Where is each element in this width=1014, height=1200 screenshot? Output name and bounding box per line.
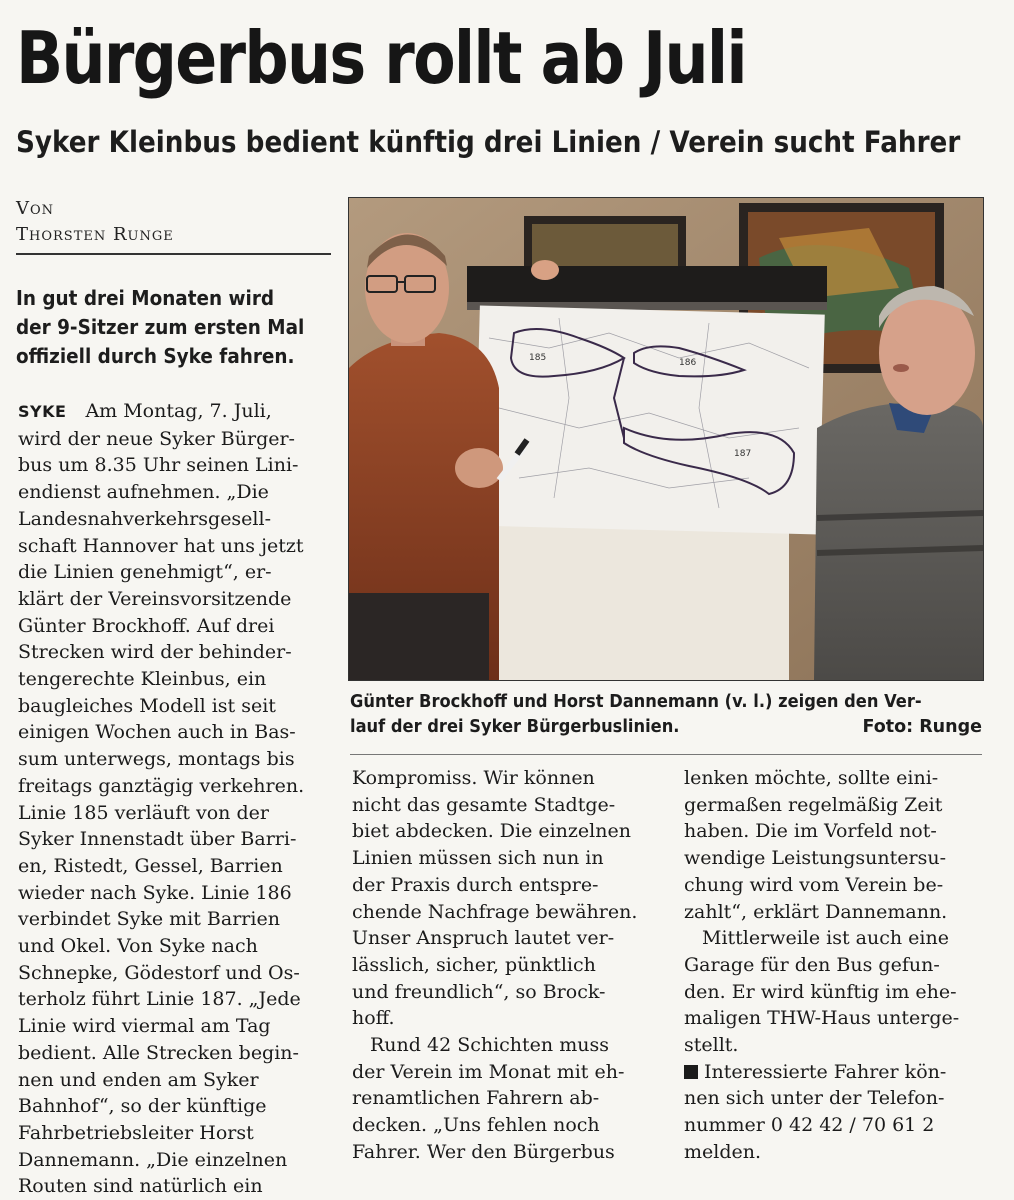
article-text: sum unterwegs, montags bis bbox=[18, 748, 295, 771]
article-text: bus um 8.35 Uhr seinen Lini- bbox=[18, 454, 299, 477]
article-text: germaßen regelmäßig Zeit bbox=[684, 793, 943, 816]
article-text-line bbox=[18, 586, 323, 613]
article-text-line bbox=[18, 639, 323, 666]
article-text: stellt. bbox=[684, 1034, 739, 1057]
article-text-line bbox=[18, 880, 323, 907]
article-text: die Linien genehmigt“, er- bbox=[18, 561, 272, 584]
article-text: Linie 185 verläuft von der bbox=[18, 801, 269, 824]
article-text-line bbox=[684, 792, 984, 819]
article-text: renamtlichen Fahrern ab- bbox=[352, 1087, 600, 1110]
route-label-185: 185 bbox=[529, 353, 547, 363]
article-text: wird der neue Syker Bürger- bbox=[18, 427, 295, 450]
article-text: nummer 0 42 42 / 70 61 2 bbox=[684, 1114, 935, 1137]
article-text: terholz führt Linie 187. „Jede bbox=[18, 988, 301, 1011]
article-text-line bbox=[684, 1005, 984, 1032]
article-text-line bbox=[18, 853, 323, 880]
article-text: baugleiches Modell ist seit bbox=[18, 694, 276, 717]
article-text: nicht das gesamte Stadtge- bbox=[352, 793, 616, 816]
article-text: freitags ganztägig verkehren. bbox=[18, 774, 305, 797]
article-text-line bbox=[352, 845, 652, 872]
article-text: Bahnhof“, so der künftige bbox=[18, 1095, 267, 1118]
article-text: der Praxis durch entspre- bbox=[352, 873, 599, 896]
article-text-line bbox=[684, 818, 984, 845]
lead-line: offiziell durch Syke fahren. bbox=[16, 344, 295, 368]
article-text-line bbox=[684, 1085, 984, 1112]
article-text: klärt der Vereinsvorsitzende bbox=[18, 587, 292, 610]
article-text: bedient. Alle Strecken begin- bbox=[18, 1041, 299, 1064]
article-text-line bbox=[684, 952, 984, 979]
headline: Bürgerbus rollt ab Juli bbox=[16, 16, 746, 100]
article-text-line bbox=[18, 479, 323, 506]
article-text: Landesnahverkehrsgesell- bbox=[18, 507, 272, 530]
photo-caption bbox=[350, 690, 982, 740]
article-text-line bbox=[18, 719, 323, 746]
news-photo bbox=[348, 197, 984, 681]
article-text: Linie wird viermal am Tag bbox=[18, 1015, 271, 1038]
article-text-line bbox=[18, 773, 323, 800]
article-text-line bbox=[684, 845, 984, 872]
article-text: Fahrbetriebsleiter Horst bbox=[18, 1121, 254, 1144]
article-text-line bbox=[352, 1059, 652, 1086]
article-text: hoff. bbox=[352, 1007, 395, 1030]
article-text: chung wird vom Verein be- bbox=[684, 873, 944, 896]
article-text: melden. bbox=[684, 1140, 762, 1163]
article-text: nen sich unter der Telefon- bbox=[684, 1087, 945, 1110]
route-label-186: 186 bbox=[679, 358, 697, 368]
article-text: lenken möchte, sollte eini- bbox=[684, 767, 939, 789]
article-text-line bbox=[18, 986, 323, 1013]
article-text: Fahrer. Wer den Bürgerbus bbox=[352, 1140, 615, 1163]
article-text-line bbox=[18, 613, 323, 640]
article-text: Am Montag, 7. Juli, bbox=[85, 400, 272, 422]
article-text: und freundlich“, so Brock- bbox=[352, 980, 606, 1003]
article-text-line bbox=[18, 398, 323, 426]
article-text-line bbox=[18, 452, 323, 479]
article-text: Günter Brockhoff. Auf drei bbox=[18, 614, 275, 637]
article-text-line bbox=[352, 1112, 652, 1139]
article-text-line bbox=[684, 1139, 984, 1166]
article-text-line bbox=[352, 872, 652, 899]
article-text-line bbox=[18, 746, 323, 773]
article-text: chende Nachfrage bewähren. bbox=[352, 900, 638, 923]
article-text-line bbox=[18, 533, 323, 560]
article-text: schaft Hannover hat uns jetzt bbox=[18, 534, 304, 557]
article-text-line bbox=[684, 765, 984, 792]
article-text: Dannemann. „Die einzelnen bbox=[18, 1148, 288, 1171]
article-text: und Okel. Von Syke nach bbox=[18, 935, 258, 958]
article-text-line bbox=[18, 506, 323, 533]
article-text: Linien müssen sich nun in bbox=[352, 847, 604, 870]
article-text: decken. „Uns fehlen noch bbox=[352, 1114, 600, 1137]
article-text: tengerechte Kleinbus, ein bbox=[18, 668, 267, 691]
article-text-line bbox=[684, 925, 984, 952]
lead-paragraph bbox=[16, 284, 346, 371]
article-text: Routen sind natürlich ein bbox=[18, 1175, 263, 1198]
article-text-line bbox=[18, 800, 323, 827]
article-text-line bbox=[684, 872, 984, 899]
article-text: der Verein im Monat mit eh- bbox=[352, 1060, 625, 1083]
byline-divider bbox=[16, 253, 331, 255]
lead-line: In gut drei Monaten wird bbox=[16, 286, 275, 310]
article-text: den. Er wird künftig im ehe- bbox=[684, 980, 957, 1003]
article-text-line bbox=[18, 693, 323, 720]
caption-divider bbox=[350, 754, 982, 755]
article-text: endienst aufnehmen. „Die bbox=[18, 481, 269, 504]
article-text: Mittlerweile ist auch eine bbox=[702, 927, 949, 950]
article-text-line bbox=[352, 979, 652, 1006]
article-text: Garage für den Bus gefun- bbox=[684, 953, 940, 976]
article-text: wendige Leistungsuntersu- bbox=[684, 847, 946, 870]
article-text: nen und enden am Syker bbox=[18, 1068, 259, 1091]
article-column-1 bbox=[18, 398, 323, 1200]
article-text: Strecken wird der behinder- bbox=[18, 641, 292, 664]
article-text-line bbox=[18, 1147, 323, 1174]
article-text-line bbox=[18, 960, 323, 987]
article-text: wieder nach Syke. Linie 186 bbox=[18, 881, 292, 904]
lead-line: der 9-Sitzer zum ersten Mal bbox=[16, 315, 305, 339]
article-column-2 bbox=[352, 765, 652, 1166]
article-text: Rund 42 Schichten muss bbox=[370, 1034, 609, 1057]
dateline: SYKE bbox=[18, 402, 67, 421]
article-text-line bbox=[352, 1005, 652, 1032]
article-text: verbindet Syke mit Barrien bbox=[18, 908, 280, 931]
article-text: Interessierte Fahrer kön- bbox=[704, 1060, 947, 1083]
article-text-line bbox=[18, 826, 323, 853]
article-text: Schnepke, Gödestorf und Os- bbox=[18, 961, 300, 984]
article-text-line bbox=[18, 1120, 323, 1147]
article-text-line bbox=[18, 906, 323, 933]
article-text: Unser Anspruch lautet ver- bbox=[352, 927, 615, 950]
article-text: en, Ristedt, Gessel, Barrien bbox=[18, 854, 283, 877]
article-text-line bbox=[352, 925, 652, 952]
article-text: lässlich, sicher, pünktlich bbox=[352, 953, 596, 976]
article-text-line bbox=[18, 1040, 323, 1067]
byline-author: Thorsten Runge bbox=[16, 224, 174, 245]
article-text-line bbox=[352, 1085, 652, 1112]
bullet-square-icon bbox=[684, 1065, 698, 1079]
subheadline: Syker Kleinbus bedient künftig drei Linien / Verein sucht Fahrer bbox=[16, 125, 961, 159]
article-text-line bbox=[352, 765, 652, 792]
photo-credit: Foto: Runge bbox=[862, 717, 982, 737]
article-text-line bbox=[18, 1173, 323, 1200]
article-text-line bbox=[352, 1139, 652, 1166]
article-text-line bbox=[18, 666, 323, 693]
article-text: Syker Innenstadt über Barri- bbox=[18, 828, 297, 851]
article-text-line bbox=[684, 979, 984, 1006]
caption-line: Günter Brockhoff und Horst Dannemann (v. l.) zeigen den Ver- bbox=[350, 692, 922, 712]
article-text: Kompromiss. Wir können bbox=[352, 767, 595, 789]
article-column-3 bbox=[684, 765, 984, 1166]
article-text-line bbox=[684, 899, 984, 926]
article-text-line bbox=[352, 899, 652, 926]
caption-line: lauf der drei Syker Bürgerbuslinien. bbox=[350, 717, 680, 737]
article-text: maligen THW-Haus unterge- bbox=[684, 1007, 960, 1030]
article-text-line bbox=[352, 1032, 652, 1059]
article-text: biet abdecken. Die einzelnen bbox=[352, 820, 631, 843]
article-text-line bbox=[684, 1059, 984, 1086]
article-text-line bbox=[18, 559, 323, 586]
article-text-line bbox=[18, 1067, 323, 1094]
byline-label: Von bbox=[16, 198, 55, 219]
article-text-line bbox=[352, 952, 652, 979]
article-text: haben. Die im Vorfeld not- bbox=[684, 820, 937, 843]
article-text-line bbox=[684, 1112, 984, 1139]
route-label-187: 187 bbox=[734, 449, 752, 459]
article-text-line bbox=[18, 933, 323, 960]
article-text-line bbox=[18, 426, 323, 453]
article-text: einigen Wochen auch in Bas- bbox=[18, 721, 296, 744]
article-text-line bbox=[18, 1013, 323, 1040]
article-text: zahlt“, erklärt Dannemann. bbox=[684, 900, 948, 923]
article-text-line bbox=[684, 1032, 984, 1059]
article-text-line bbox=[352, 792, 652, 819]
photo-illustration bbox=[349, 198, 983, 680]
article-text-line bbox=[352, 818, 652, 845]
article-text-line bbox=[18, 1093, 323, 1120]
